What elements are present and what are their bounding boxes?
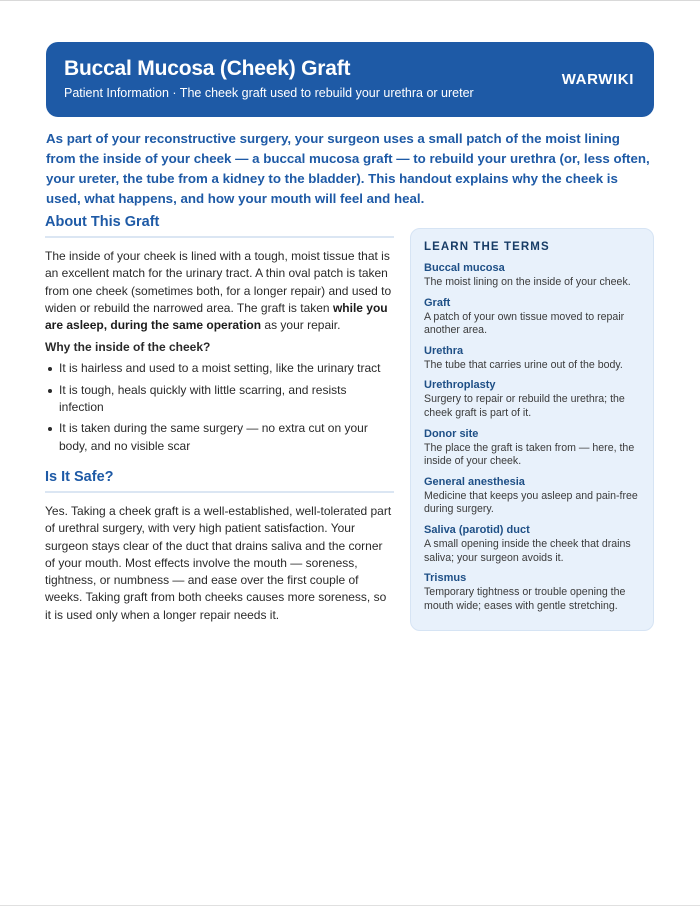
term-name: Urethra	[424, 344, 464, 357]
about-heading: About This Graft	[45, 214, 394, 238]
why-cheek-heading: Why the inside of the cheek?	[45, 340, 211, 355]
term-definition: The place the graft is taken from — here, the inside of your cheek.	[424, 441, 635, 468]
main-column	[45, 214, 394, 624]
term-item	[424, 262, 640, 290]
term-item	[424, 428, 640, 469]
safe-paragraph: Yes. Taking a cheek graft is a well-established, well-tolerated part of urethral surgery, with very high patient satisfaction. Your surgeon stays clear of the duct that drains saliva and the corner of your mouth. Most effects involve the mouth — soreness, tightness, or numbness — and ease over the first couple of weeks. Taking graft from both cheeks causes more soreness, so it is used only when a longer repair needs it.	[45, 503, 392, 622]
intro-paragraph: As part of your reconstructive surgery, your surgeon uses a small patch of the moist lining from the inside of your cheek — a buccal mucosa graft — to rebuild your urethra (or, less often, your ureter, the tube from a kidney to the bladder). This handout explains why the cheek is used, what happens, and how your mouth will feel and heal.	[46, 131, 650, 206]
term-name: General anesthesia	[424, 475, 525, 488]
term-name: Urethroplasty	[424, 379, 496, 392]
term-name: Saliva (parotid) duct	[424, 523, 530, 536]
list-item: It is taken during the same surgery — no extra cut on your body, and no visible scar	[45, 420, 394, 455]
about-text-bold: while you are asleep, during the same operation	[45, 300, 388, 333]
term-definition: Surgery to repair or rebuild the urethra; the cheek graft is part of it.	[424, 393, 625, 419]
list-item: It is tough, heals quickly with little scarring, and resists infection	[45, 382, 394, 417]
header-banner	[46, 42, 654, 117]
term-item	[424, 345, 640, 373]
term-item	[424, 572, 640, 613]
why-cheek-list	[45, 360, 394, 454]
term-item	[424, 524, 640, 565]
safe-heading: Is It Safe?	[45, 469, 394, 493]
term-definition: Medicine that keeps you asleep and pain-free during surgery.	[424, 489, 638, 516]
about-paragraph	[45, 248, 394, 334]
about-text-start: The inside of your cheek is lined with a tough, moist tissue that is an excellent match for the urinary tract. A thin oval patch is taken from one cheek (sometimes both, for a longer repair) and used to widen or rebuild the narrowed area. The graft is taken	[45, 249, 392, 315]
term-name: Donor site	[424, 427, 479, 440]
terms-glossary-box	[410, 228, 654, 631]
term-item	[424, 297, 640, 338]
page-title: Buccal Mucosa (Cheek) Graft	[64, 57, 351, 80]
about-text-end: as your repair.	[261, 318, 341, 333]
term-name: Buccal mucosa	[424, 262, 505, 274]
list-item: It is hairless and used to a moist setting, like the urinary tract	[45, 360, 394, 377]
term-name: Graft	[424, 296, 451, 309]
term-definition: A small opening inside the cheek that drains saliva; your surgeon avoids it.	[424, 537, 631, 564]
term-item	[424, 476, 640, 517]
term-definition: Temporary tightness or trouble opening the mouth wide; eases with gentle stretching.	[424, 586, 626, 612]
term-name: Trismus	[424, 572, 467, 585]
term-definition: A patch of your own tissue moved to repair another area.	[424, 310, 625, 337]
brand-logo: WARWIKI	[561, 71, 634, 88]
term-definition: The moist lining on the inside of your cheek.	[424, 276, 631, 288]
page-subtitle: Patient Information · The cheek graft used to rebuild your urethra or ureter	[64, 86, 474, 100]
term-definition: The tube that carries urine out of the body.	[424, 358, 623, 371]
terms-heading: LEARN THE TERMS	[424, 241, 550, 253]
top-divider	[0, 0, 700, 1]
term-item	[424, 379, 640, 420]
